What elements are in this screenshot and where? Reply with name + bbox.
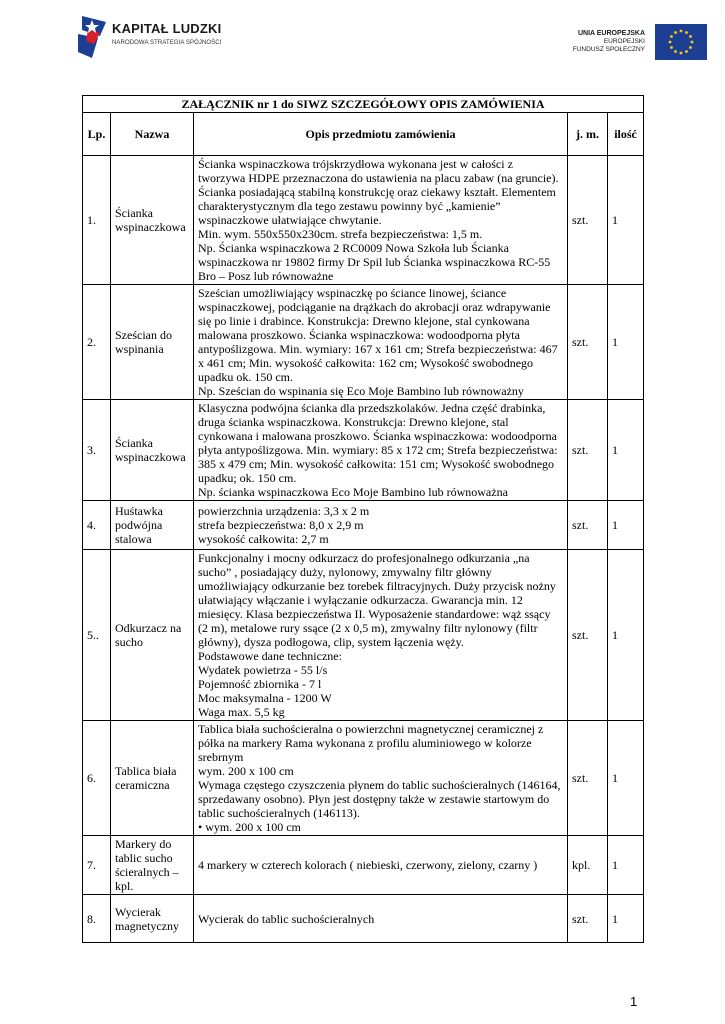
- row-number: 2.: [83, 285, 111, 400]
- item-description: Sześcian umożliwiający wspinaczkę po ściance linowej, ściance wspinaczkowej, podciąganie na drążkach do akrobacji oraz wdrapywanie się po linie i drabince. Konstrukcja: Drewno klejone, stal cynkowana malowana proszkowo. Ścianka wspinaczkowa: wodoodporna płyta antypoślizgowa. Min. wymiary: 167 x 161 cm; Strefa bezpieczeństwa: 467 x 461 cm; Min. wysokość całkowita: 162 cm; Wysokość swobodnego upadku ok. 150 cm. Np. Sześcian do wspinania się Eco Moje Bambino lub równoważny: [194, 285, 568, 400]
- kapital-ludzki-subtitle: NARODOWA STRATEGIA SPÓJNOŚCI: [112, 40, 222, 46]
- eu-logo-text: [573, 30, 645, 54]
- item-quantity: 1: [608, 285, 644, 400]
- page-number: 1: [630, 994, 638, 1009]
- eu-star-icon: [691, 41, 694, 44]
- column-header-name: Nazwa: [111, 113, 194, 156]
- table-body: [83, 156, 644, 943]
- item-unit: kpl.: [568, 836, 608, 895]
- kapital-ludzki-title: KAPITAŁ LUDZKI: [112, 21, 222, 36]
- table-row: [83, 501, 644, 550]
- row-number: 4.: [83, 501, 111, 550]
- eu-star-icon: [685, 50, 688, 53]
- row-number: 3.: [83, 400, 111, 501]
- eu-star-icon: [685, 31, 688, 34]
- item-name: Ścianka wspinaczkowa: [111, 400, 194, 501]
- table-title-row: [83, 96, 644, 113]
- item-unit: szt.: [568, 550, 608, 721]
- table-row: [83, 400, 644, 501]
- item-quantity: 1: [608, 550, 644, 721]
- eu-star-icon: [689, 46, 692, 49]
- item-name: Huśtawka podwójna stalowa: [111, 501, 194, 550]
- table-row: [83, 550, 644, 721]
- item-quantity: 1: [608, 156, 644, 285]
- table-row: [83, 721, 644, 836]
- eu-line1: UNIA EUROPEJSKA: [577, 30, 645, 37]
- eu-line2: EUROPEJSKI: [603, 38, 645, 45]
- order-description-table: [82, 95, 644, 943]
- item-description: Klasyczna podwójna ścianka dla przedszkolaków. Jedna część drabinka, druga ścianka wspinaczkowa. Konstrukcja: Drewno klejone, stal cynkowana i malowana proszkowo. Ścianka wspinaczkowa: wodoodporna płyta antypoślizgowa. Min. wymiary: 85 x 172 cm; Strefa bezpieczeństwa: 385 x 479 cm; Min. wysokość całkowita: 151 cm; Wysokość swobodnego upadku; ok. 150 cm. Np. ścianka wspinaczkowa Eco Moje Bambino lub równoważna: [194, 400, 568, 501]
- item-quantity: 1: [608, 501, 644, 550]
- item-name: Sześcian do wspinania: [111, 285, 194, 400]
- column-header-unit: j. m.: [568, 113, 608, 156]
- item-quantity: 1: [608, 400, 644, 501]
- eu-flag-icon: [655, 24, 707, 60]
- eu-star-icon: [674, 50, 677, 53]
- table-row: [83, 895, 644, 943]
- item-name: Tablica biała ceramiczna: [111, 721, 194, 836]
- eu-line3: FUNDUSZ SPOŁECZNY: [572, 46, 645, 53]
- eu-star-icon: [680, 30, 683, 33]
- kapital-ludzki-emblem-icon: [78, 16, 106, 58]
- row-number: 8.: [83, 895, 111, 943]
- item-unit: szt.: [568, 285, 608, 400]
- item-quantity: 1: [608, 721, 644, 836]
- item-name: Markery do tablic sucho ścieralnych – kpl.: [111, 836, 194, 895]
- item-description: Funkcjonalny i mocny odkurzacz do profesjonalnego odkurzania „na sucho” , posiadający duży, nylonowy, zmywalny filtr główny umożliwiający odkurzanie bez torebek filtracyjnych. Duży przycisk nożny ułatwiający włączanie i wyłączanie odkurzacza. Gwarancja min. 12 miesięcy. Klasa bezpieczeństwa II. Wyposażenie standardowe: wąż ssący (2 m), metalowe rury ssące (2 x 0,5 m), zmywalny filtr nylonowy (filtr główny), dysza podłogowa, clip, system łączenia węży. Podstawowe dane techniczne: Wydatek powietrza - 55 l/s Pojemność zbiornika - 7 l Moc maksymalna - 1200 W Waga max. 5,5 kg: [194, 550, 568, 721]
- item-description: 4 markery w czterech kolorach ( niebieski, czerwony, zielony, czarny ): [194, 836, 568, 895]
- item-unit: szt.: [568, 895, 608, 943]
- item-quantity: 1: [608, 895, 644, 943]
- item-description: Tablica biała suchościeralna o powierzchni magnetycznej ceramicznej z półka na markery Rama wykonana z profilu aluminiowego w kolorze srebrnym wym. 200 x 100 cm Wymaga częstego czyszczenia płynem do tablic suchościeralnych (146164, sprzedawany osobno). Płyn jest dostępny także w zestawie startowym do tablic suchościeralnych (146113). • wym. 200 x 100 cm: [194, 721, 568, 836]
- page-header: [0, 0, 725, 70]
- item-quantity: 1: [608, 836, 644, 895]
- eu-logo: [557, 24, 707, 60]
- item-name: Ścianka wspinaczkowa: [111, 156, 194, 285]
- table-header-row: [83, 113, 644, 156]
- item-description: Ścianka wspinaczkowa trójskrzydłowa wykonana jest w całości z tworzywa HDPE przeznaczona do ustawienia na placu zabaw (na gruncie). Ścianka posiadającą stabilną konstrukcję oraz ciekawy kształt. Elementem charakterystycznym dla tego zestawu powinny być „kamienie” wspinaczkowe ułatwiające chwytanie. Min. wym. 550x550x230cm. strefa bezpieczeństwa: 1,5 m. Np. Ścianka wspinaczkowa 2 RC0009 Nowa Szkoła lub Ścianka wspinaczkowa nr 19802 firmy Dr Spil lub Ścianka wspinaczkowa RC-55 Bro – Posz lub równoważne: [194, 156, 568, 285]
- item-unit: szt.: [568, 400, 608, 501]
- item-unit: szt.: [568, 721, 608, 836]
- kapital-ludzki-logo: [78, 16, 248, 60]
- row-number: 5..: [83, 550, 111, 721]
- eu-star-icon: [680, 52, 683, 55]
- item-name: Wycierak magnetyczny: [111, 895, 194, 943]
- item-description: powierzchnia urządzenia: 3,3 x 2 m strefa bezpieczeństwa: 8,0 x 2,9 m wysokość całkowita: 2,7 m: [194, 501, 568, 550]
- row-number: 7.: [83, 836, 111, 895]
- eu-star-icon: [670, 46, 673, 49]
- row-number: 6.: [83, 721, 111, 836]
- item-name: Odkurzacz na sucho: [111, 550, 194, 721]
- table-title: ZAŁĄCZNIK nr 1 do SIWZ SZCZEGÓŁOWY OPIS ZAMÓWIENIA: [83, 96, 644, 113]
- column-header-quantity: ilość: [608, 113, 644, 156]
- item-unit: szt.: [568, 501, 608, 550]
- eu-star-icon: [689, 35, 692, 38]
- table-row: [83, 156, 644, 285]
- row-number: 1.: [83, 156, 111, 285]
- table-row: [83, 836, 644, 895]
- item-unit: szt.: [568, 156, 608, 285]
- eu-star-icon: [670, 35, 673, 38]
- table-row: [83, 285, 644, 400]
- item-description: Wycierak do tablic suchościeralnych: [194, 895, 568, 943]
- eu-star-icon: [669, 41, 672, 44]
- eu-star-icon: [674, 31, 677, 34]
- column-header-description: Opis przedmiotu zamówienia: [194, 113, 568, 156]
- column-header-lp: Lp.: [83, 113, 111, 156]
